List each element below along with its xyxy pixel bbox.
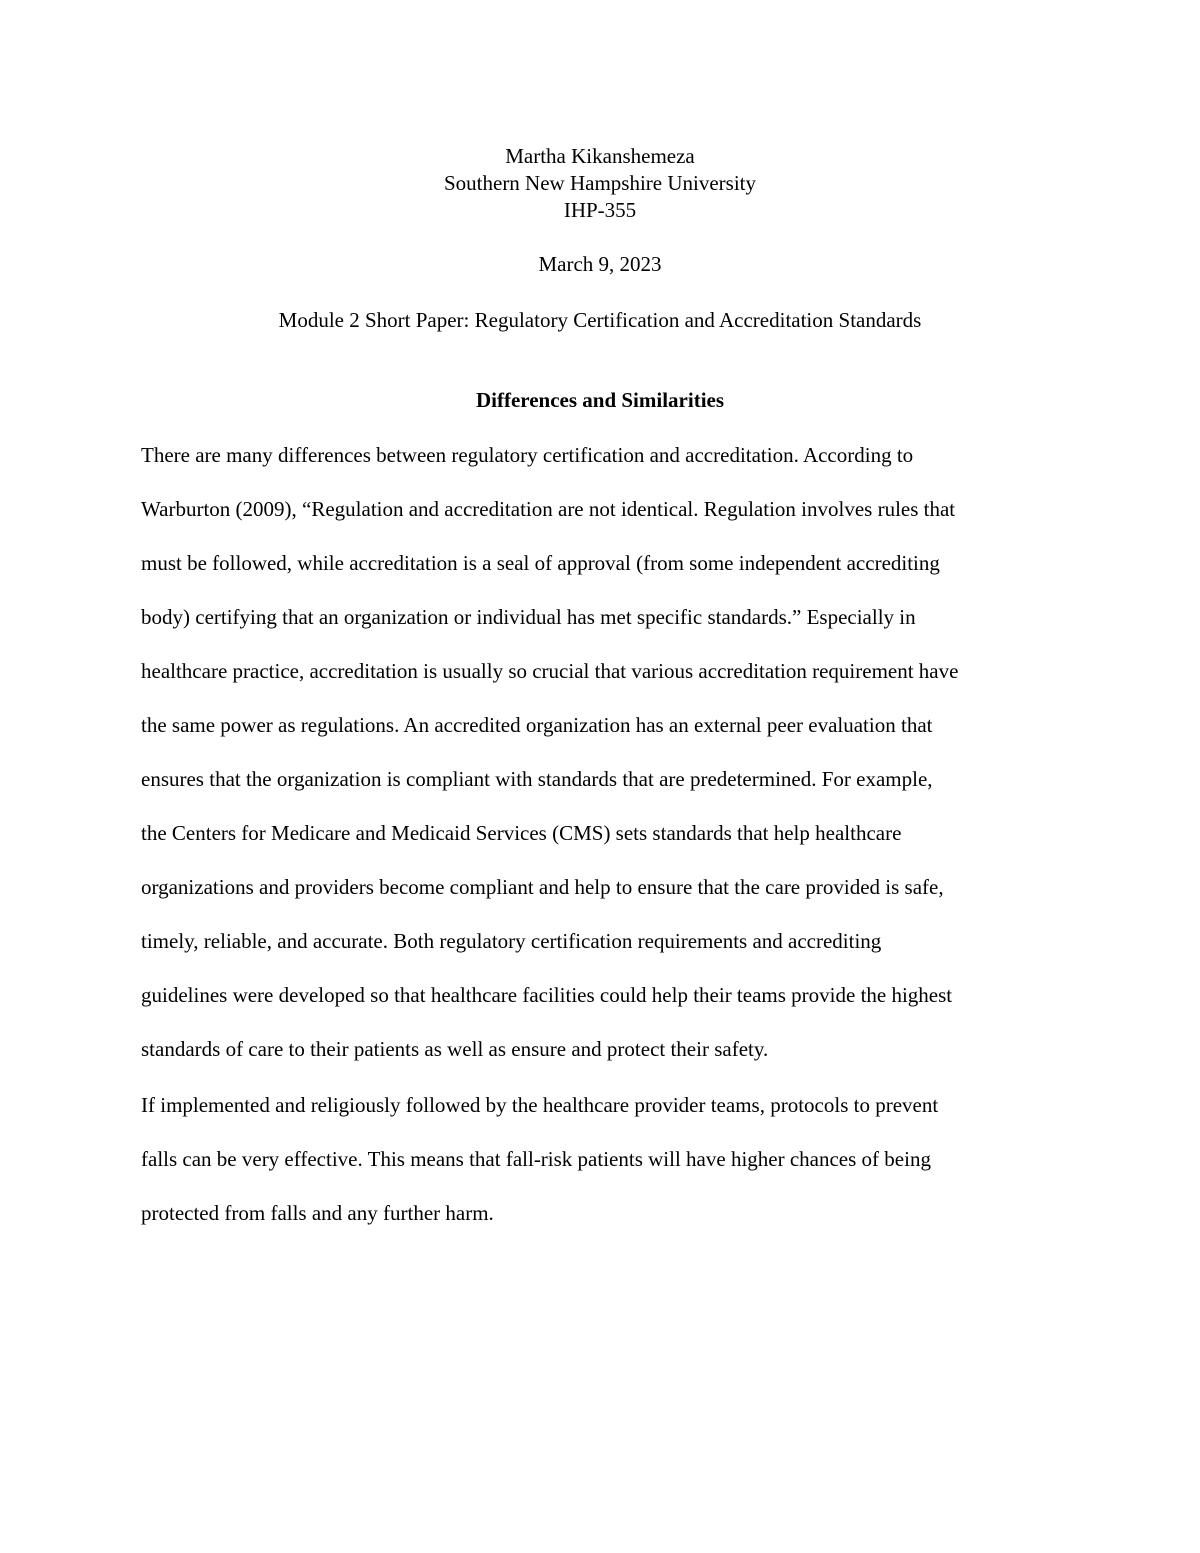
paragraph-line: organizations and providers become compliant and help to ensure that the care provided is safe, — [141, 875, 944, 899]
paragraph-line: must be followed, while accreditation is a seal of approval (from some independent accrediting — [141, 551, 940, 575]
section-heading: Differences and Similarities — [475, 388, 725, 412]
paper-date: March 9, 2023 — [538, 252, 662, 276]
paragraph-line: There are many differences between regulatory certification and accreditation. According to — [141, 443, 914, 467]
paragraph-line: If implemented and religiously followed by the healthcare provider teams, protocols to prevent — [141, 1093, 939, 1117]
paragraph-line: healthcare practice, accreditation is usually so crucial that various accreditation requirement have — [141, 659, 959, 683]
course-code: IHP-355 — [563, 198, 637, 222]
paper-title: Module 2 Short Paper: Regulatory Certification and Accreditation Standards — [278, 308, 922, 332]
paragraph-line: guidelines were developed so that healthcare facilities could help their teams provide the highest — [141, 983, 953, 1007]
paragraph-line: protected from falls and any further harm. — [141, 1201, 494, 1225]
paragraph-line: timely, reliable, and accurate. Both regulatory certification requirements and accrediting — [141, 929, 882, 953]
paragraph-line: body) certifying that an organization or individual has met specific standards.” Especially in — [141, 605, 916, 629]
institution-name: Southern New Hampshire University — [443, 171, 757, 195]
paragraph-line: the Centers for Medicare and Medicaid Services (CMS) sets standards that help healthcare — [141, 821, 902, 845]
paragraph-line: Warburton (2009), “Regulation and accreditation are not identical. Regulation involves rules that — [141, 497, 956, 521]
paragraph-line: standards of care to their patients as well as ensure and protect their safety. — [141, 1037, 769, 1061]
paragraph-line: the same power as regulations. An accredited organization has an external peer evaluation that — [141, 713, 933, 737]
paragraph-line: falls can be very effective. This means that fall-risk patients will have higher chances of being — [141, 1147, 931, 1171]
author-name: Martha Kikanshemeza — [505, 144, 695, 168]
paragraph-line: ensures that the organization is compliant with standards that are predetermined. For example, — [141, 767, 933, 791]
